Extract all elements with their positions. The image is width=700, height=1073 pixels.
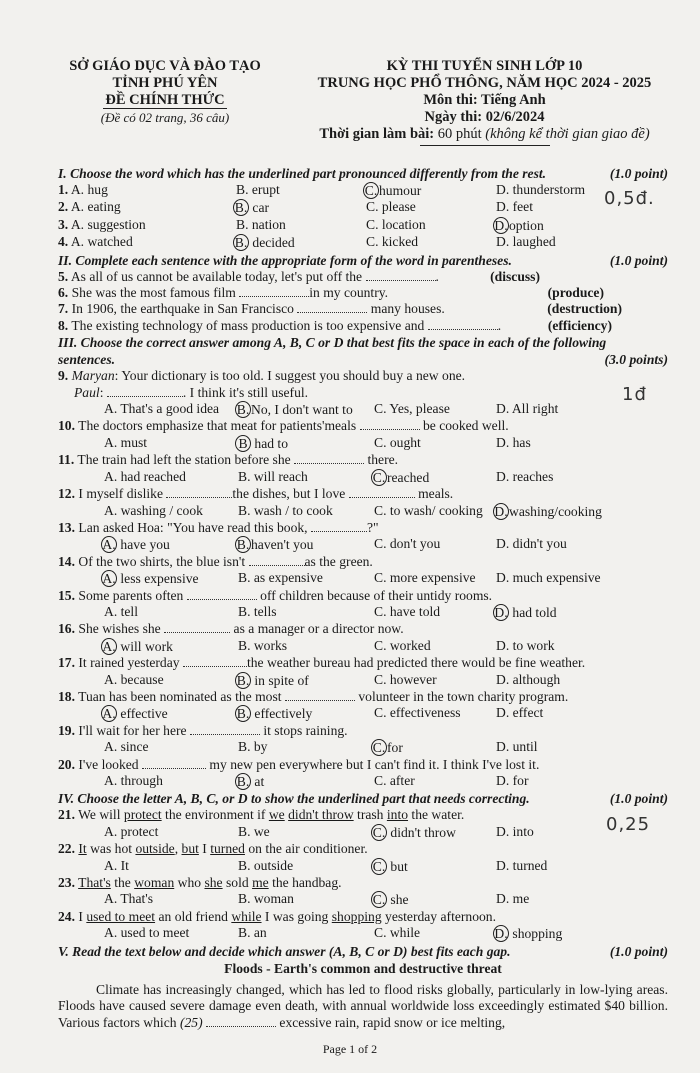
question-17: 17. It rained yesterday the weather bureau had predicted there would be fine weather. xyxy=(58,655,586,671)
question-7: 7. In 1906, the earthquake in San Francisco many houses. (destruction) xyxy=(58,301,622,317)
question-24: 24. I used to meet an old friend while I was going shopping yesterday afternoon. xyxy=(58,908,496,924)
section-3-heading: III. Choose the correct answer among A, B, C or D that best fits the space in each of the following xyxy=(58,335,607,351)
header-left xyxy=(50,58,280,126)
question-18-options: A. effective B. effectively C. effectiveness D. effect xyxy=(102,705,544,722)
question-10-options: A. must B had to C. ought D. has xyxy=(104,434,531,451)
section-5-heading: V. Read the text below and decide which answer (A, B, C or D) best fits each gap. (1.0 point) xyxy=(58,943,668,959)
exam-page-count: (Đề có 02 trang, 36 câu) xyxy=(100,110,230,125)
header-rule xyxy=(420,145,550,146)
answer-circle: D. xyxy=(494,217,508,233)
exam-date: Ngày thi: 02/6/2024 xyxy=(424,109,545,125)
question-11-options: A. had reached B. will reach C. reached D. reaches xyxy=(104,468,554,485)
question-21-options: A. protect B. we C. didn't throw D. into xyxy=(104,823,534,840)
exam-time: Thời gian làm bài: 60 phút (không kể thời gian giao đề) xyxy=(319,126,650,142)
question-13: 13. Lan asked Hoa: "You have read this book, ?" xyxy=(58,519,379,535)
exam-content xyxy=(58,165,668,1031)
exam-header xyxy=(0,58,700,158)
question-12: 12. I myself dislike the dishes, but I love meals. xyxy=(58,486,454,502)
question-20-options: A. through B. at C. after D. for xyxy=(104,773,529,789)
question-18: 18. Tuan has been nominated as the most volunteer in the town charity program. xyxy=(58,688,569,704)
question-10: 10. The doctors emphasize that meat for patients'meals be cooked well. xyxy=(58,418,509,434)
department-name: SỞ GIÁO DỤC VÀ ĐÀO TẠO xyxy=(69,58,261,74)
question-9-options: A. That's a good idea B. No, I don't want to C. Yes, please D. All right xyxy=(104,401,559,418)
handwritten-score-2: 1đ xyxy=(622,384,647,405)
exam-level-year: TRUNG HỌC PHỔ THÔNG, NĂM HỌC 2024 - 2025 xyxy=(317,75,652,91)
question-15-options: A. tell B. tells C. have told D. had told xyxy=(104,603,557,620)
question-12-options: A. washing / cook B. wash / to cook C. to wash/ cooking D.washing/cooking xyxy=(104,502,602,519)
section-1-heading: I. Choose the word which has the underlined part pronounced differently from the rest. (1.0 point) xyxy=(58,166,668,181)
question-2: 2. A. eating B. car C. please D. feet xyxy=(58,199,533,216)
province-name: TỈNH PHÚ YÊN xyxy=(112,75,218,91)
subject: Môn thi: Tiếng Anh xyxy=(423,92,546,108)
question-9: 9. Maryan: Your dictionary is too old. I suggest you should buy a new one. xyxy=(58,368,466,384)
question-3: 3. A. suggestion B. nation C. location D.option xyxy=(58,216,544,233)
section-2-heading: II. Complete each sentence with the appropriate form of the word in parentheses. (1.0 point) xyxy=(58,252,668,268)
question-20: 20. I've looked my new pen everywhere but I can't find it. I think I've lost it. xyxy=(58,756,540,772)
question-15: 15. Some parents often off children because of their untidy rooms. xyxy=(58,587,493,603)
question-8: 8. The existing technology of mass production is too expensive and . (efficiency) xyxy=(58,317,612,333)
question-1: 1. A. hug B. erupt C. humour D. thunderstorm xyxy=(58,182,586,198)
exam-name: KỲ THI TUYỂN SINH LỚP 10 xyxy=(386,58,583,74)
handwritten-score-1: 0,5đ. xyxy=(604,188,655,209)
section-3-heading-cont: sentences. (3.0 points) xyxy=(58,352,668,368)
answer-circle: C. xyxy=(364,183,378,198)
section-4-heading: IV. Choose the letter A, B, C, or D to show the underlined part that needs correcting. (1.0 point) xyxy=(58,791,668,807)
header-right xyxy=(292,58,677,146)
question-23: 23. That's the woman who she sold me the handbag. xyxy=(58,875,342,891)
question-4: 4. A. watched B. decided C. kicked D. laughed xyxy=(58,234,556,251)
answer-circle: B. xyxy=(234,235,248,251)
question-6: 6. She was the most famous film in my country. (produce) xyxy=(58,285,604,301)
question-5: 5. As all of us cannot be available today, let's put off the . (discuss) xyxy=(58,268,540,284)
question-14: 14. Of the two shirts, the blue isn't as the green. xyxy=(58,553,373,569)
question-14-options: A. less expensive B. as expensive C. more expensive D. much expensive xyxy=(102,570,601,587)
reading-passage: Climate has increasingly changed, which has led to flood risks globally, particularly in low-lying areas. Floods have caused severe damage even death, with annual worldwide loss exceedingly estimated $40 billion. Various factors which (25) excessive rain, rapid snow or ice melting, xyxy=(58,981,668,1030)
question-19: 19. I'll wait for her here it stops raining. xyxy=(58,722,348,738)
question-17-options: A. because B. in spite of C. however D. although xyxy=(104,671,561,688)
official-label: ĐỀ CHÍNH THỨC xyxy=(105,92,225,108)
question-24-options: A. used to meet B. an C. while D. shopping xyxy=(104,925,563,942)
question-16-options: A. will work B. works C. worked D. to work xyxy=(102,637,555,654)
question-9-reply: Paul: . I think it's still useful. xyxy=(74,384,309,400)
question-16: 16. She wishes she as a manager or a director now. xyxy=(58,621,404,637)
question-22: 22. It was hot outside, but I turned on the air conditioner. xyxy=(58,841,368,857)
question-22-options: A. It B. outside C. but D. turned xyxy=(104,857,548,874)
handwritten-score-3: 0,25 xyxy=(606,814,651,835)
question-19-options: A. since B. by C. for D. until xyxy=(104,739,538,756)
reading-title: Floods - Earth's common and destructive threat xyxy=(224,960,502,976)
page-footer: Page 1 of 2 xyxy=(322,1042,378,1056)
answer-circle: B. xyxy=(234,200,248,216)
question-21: 21. We will protect the environment if we didn't throw trash into the water. xyxy=(58,807,465,823)
question-23-options: A. That's B. woman C. she D. me xyxy=(104,891,530,908)
question-11: 11. The train had left the station before she there. xyxy=(58,452,399,468)
question-13-options: A. have you B. haven't you C. don't you D. didn't you xyxy=(102,536,567,553)
